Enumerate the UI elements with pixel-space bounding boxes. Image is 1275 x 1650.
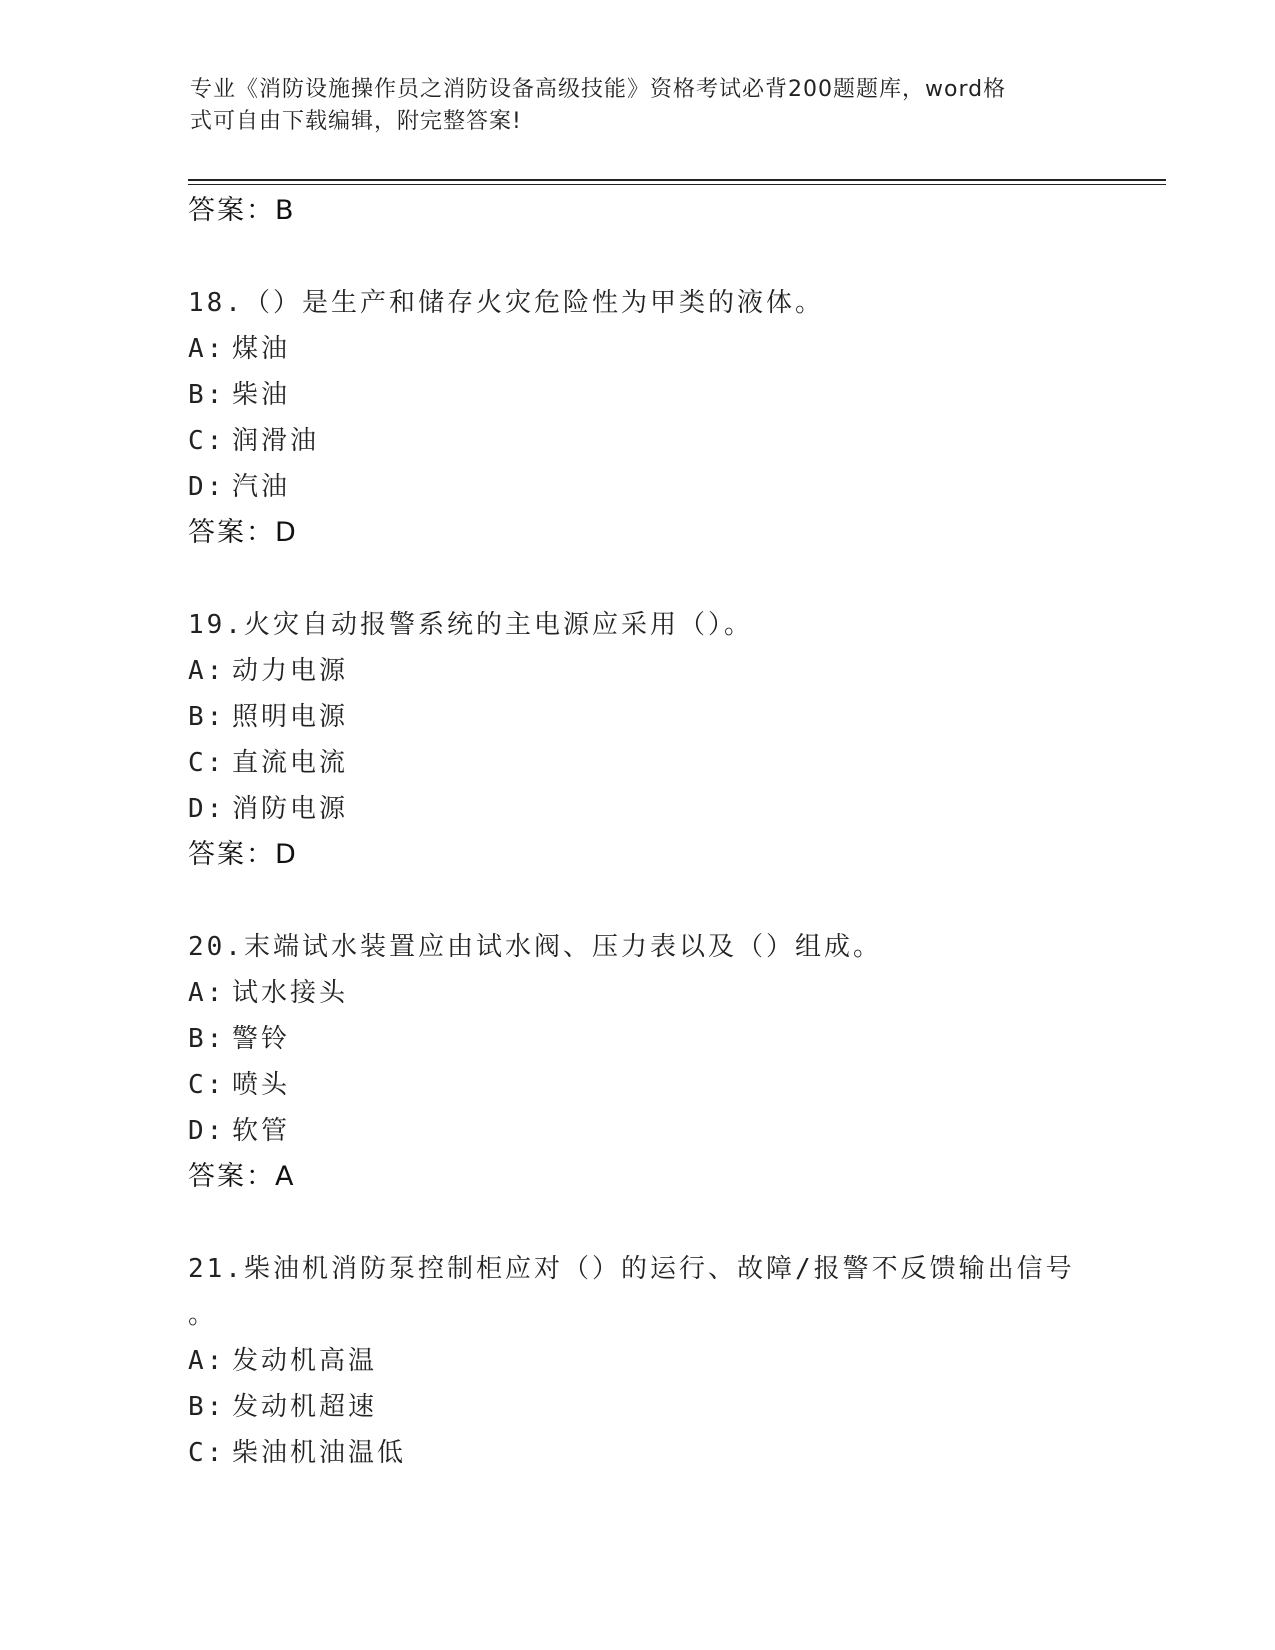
option-key: C: <box>188 1070 226 1100</box>
option-key: D: <box>188 472 226 502</box>
option-text: 柴油机油温低 <box>232 1438 407 1468</box>
option-text: 喷头 <box>232 1070 291 1100</box>
answer-value: D <box>275 517 298 548</box>
option-d <box>188 464 1088 510</box>
option-key: A: <box>188 978 226 1008</box>
header-line-1: 专业《消防设施操作员之消防设备高级技能》资格考试必背200题题库，word格 <box>190 77 1007 102</box>
option-key: D: <box>188 1116 226 1146</box>
question-answer <box>188 832 1088 878</box>
answer-value: A <box>275 1161 296 1192</box>
question-text: 21.柴油机消防泵控制柜应对（）的运行、故障/报警不反馈输出信号 <box>188 1254 1075 1284</box>
question-19 <box>188 602 1088 878</box>
option-text: 消防电源 <box>232 794 349 824</box>
option-key: B: <box>188 380 226 410</box>
option-text: 发动机高温 <box>232 1346 378 1376</box>
option-key: B: <box>188 1024 226 1054</box>
option-text: 警铃 <box>232 1024 291 1054</box>
question-text: 20.末端试水装置应由试水阀、压力表以及（）组成。 <box>188 932 882 962</box>
option-text: 发动机超速 <box>232 1392 378 1422</box>
question-20 <box>188 924 1088 1200</box>
option-key: C: <box>188 426 226 456</box>
option-text: 煤油 <box>232 334 291 364</box>
answer-label: 答案： <box>188 839 275 870</box>
question-text: 18.（）是生产和储存火灾危险性为甲类的液体。 <box>188 288 824 318</box>
answer-label: 答案： <box>188 1161 275 1192</box>
option-key: A: <box>188 1346 226 1376</box>
option-c <box>188 418 1088 464</box>
question-list <box>188 188 1088 1476</box>
option-text: 柴油 <box>232 380 291 410</box>
header-rule-thick <box>188 179 1166 181</box>
option-text: 软管 <box>232 1116 291 1146</box>
option-c <box>188 1062 1088 1108</box>
spacer <box>188 1200 1088 1246</box>
option-b <box>188 1016 1088 1062</box>
question-answer <box>188 1154 1088 1200</box>
answer-label: 答案： <box>188 517 275 548</box>
option-c <box>188 1430 1088 1476</box>
option-c <box>188 740 1088 786</box>
option-key: B: <box>188 1392 226 1422</box>
option-text: 润滑油 <box>232 426 320 456</box>
previous-answer <box>188 188 1088 234</box>
option-key: D: <box>188 794 226 824</box>
option-a <box>188 1338 1088 1384</box>
spacer <box>188 556 1088 602</box>
option-text: 试水接头 <box>232 978 349 1008</box>
option-key: C: <box>188 1438 226 1468</box>
header-line-2: 式可自由下载编辑，附完整答案! <box>190 109 522 134</box>
option-text: 照明电源 <box>232 702 349 732</box>
option-key: C: <box>188 748 226 778</box>
option-b <box>188 372 1088 418</box>
option-key: B: <box>188 702 226 732</box>
option-key: A: <box>188 656 226 686</box>
option-a <box>188 970 1088 1016</box>
header-rule-thin <box>188 184 1166 185</box>
answer-label: 答案： <box>188 195 275 226</box>
option-d <box>188 1108 1088 1154</box>
option-text: 汽油 <box>232 472 291 502</box>
question-answer <box>188 510 1088 556</box>
answer-value: D <box>275 839 298 870</box>
spacer <box>188 234 1088 280</box>
option-d <box>188 786 1088 832</box>
option-key: A: <box>188 334 226 364</box>
question-21 <box>188 1246 1088 1476</box>
document-header <box>190 74 1090 138</box>
question-text: 19.火灾自动报警系统的主电源应采用（）。 <box>188 610 753 640</box>
option-b <box>188 694 1088 740</box>
option-a <box>188 648 1088 694</box>
option-a <box>188 326 1088 372</box>
option-b <box>188 1384 1088 1430</box>
option-text: 直流电流 <box>232 748 349 778</box>
spacer <box>188 878 1088 924</box>
answer-value: B <box>275 195 296 226</box>
question-text-continuation: 。 <box>188 1300 218 1330</box>
question-18 <box>188 280 1088 556</box>
option-text: 动力电源 <box>232 656 349 686</box>
